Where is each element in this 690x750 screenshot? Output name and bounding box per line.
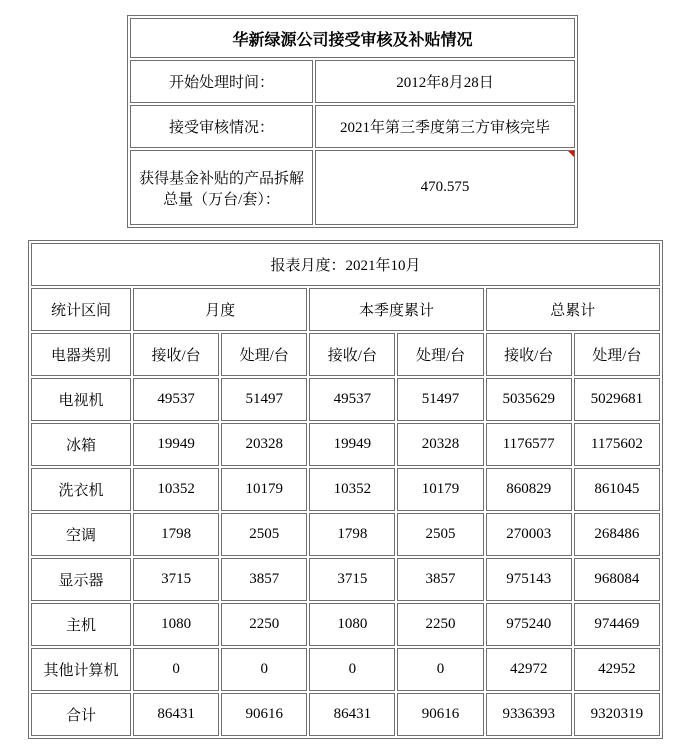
report-month-value: 2021年10月 — [345, 258, 421, 274]
sub-column-header: 处理/台 — [221, 333, 307, 376]
summary-table-title: 华新绿源公司接受审核及补贴情况 — [130, 18, 575, 58]
summary-table — [127, 15, 578, 228]
value-cell: 10352 — [309, 468, 395, 511]
report-month-row — [31, 243, 660, 286]
value-cell: 10179 — [221, 468, 307, 511]
summary-row-label: 获得基金补贴的产品拆解总量（万台/套）： — [130, 150, 313, 225]
value-cell: 860829 — [486, 468, 572, 511]
period-header-total: 总累计 — [486, 288, 660, 331]
category-cell: 冰箱 — [31, 423, 131, 466]
table-row — [31, 468, 660, 511]
value-cell: 0 — [309, 648, 395, 691]
subsidy-total-value: 470.575 — [420, 179, 470, 195]
period-header-quarter: 本季度累计 — [309, 288, 483, 331]
table-row — [31, 423, 660, 466]
report-month-cell — [31, 243, 660, 286]
value-cell: 3857 — [397, 558, 483, 601]
value-cell: 975240 — [486, 603, 572, 646]
value-cell: 19949 — [309, 423, 395, 466]
value-cell: 9336393 — [486, 693, 572, 736]
value-cell: 10352 — [133, 468, 219, 511]
value-cell: 49537 — [309, 378, 395, 421]
value-cell: 270003 — [486, 513, 572, 556]
value-cell: 9320319 — [574, 693, 660, 736]
period-header-col0: 统计区间 — [31, 288, 131, 331]
value-cell: 2250 — [397, 603, 483, 646]
table-row — [31, 603, 660, 646]
summary-row-label: 开始处理时间： — [130, 60, 313, 103]
sub-column-header: 处理/台 — [397, 333, 483, 376]
table-row-total — [31, 693, 660, 736]
value-cell: 5035629 — [486, 378, 572, 421]
value-cell: 51497 — [221, 378, 307, 421]
value-cell: 1080 — [133, 603, 219, 646]
value-cell: 10179 — [397, 468, 483, 511]
value-cell: 0 — [133, 648, 219, 691]
value-cell: 42952 — [574, 648, 660, 691]
value-cell: 1798 — [133, 513, 219, 556]
category-cell: 电视机 — [31, 378, 131, 421]
category-cell: 空调 — [31, 513, 131, 556]
summary-row — [130, 150, 575, 225]
value-cell: 2505 — [397, 513, 483, 556]
value-cell: 1080 — [309, 603, 395, 646]
table-row — [31, 378, 660, 421]
value-cell: 42972 — [486, 648, 572, 691]
summary-row-value: 2021年第三季度第三方审核完毕 — [315, 105, 575, 148]
value-cell: 0 — [221, 648, 307, 691]
category-header: 电器类别 — [31, 333, 131, 376]
value-cell: 90616 — [397, 693, 483, 736]
value-cell: 20328 — [397, 423, 483, 466]
summary-row-label: 接受审核情况： — [130, 105, 313, 148]
value-cell: 268486 — [574, 513, 660, 556]
value-cell: 975143 — [486, 558, 572, 601]
sub-column-header: 处理/台 — [574, 333, 660, 376]
value-cell: 1176577 — [486, 423, 572, 466]
summary-row-value — [315, 150, 575, 225]
category-cell: 洗衣机 — [31, 468, 131, 511]
value-cell: 19949 — [133, 423, 219, 466]
value-cell: 3715 — [309, 558, 395, 601]
value-cell: 86431 — [309, 693, 395, 736]
value-cell: 2505 — [221, 513, 307, 556]
value-cell: 86431 — [133, 693, 219, 736]
sub-column-header: 接收/台 — [309, 333, 395, 376]
value-cell: 3857 — [221, 558, 307, 601]
value-cell: 968084 — [574, 558, 660, 601]
table-row — [31, 558, 660, 601]
sub-column-header: 接收/台 — [133, 333, 219, 376]
report-month-label: 报表月度： — [270, 258, 346, 274]
value-cell: 5029681 — [574, 378, 660, 421]
value-cell: 861045 — [574, 468, 660, 511]
value-cell: 0 — [397, 648, 483, 691]
value-cell: 90616 — [221, 693, 307, 736]
category-cell: 其他计算机 — [31, 648, 131, 691]
value-cell: 20328 — [221, 423, 307, 466]
value-cell: 1798 — [309, 513, 395, 556]
category-cell: 合计 — [31, 693, 131, 736]
summary-row — [130, 60, 575, 103]
category-cell: 显示器 — [31, 558, 131, 601]
value-cell: 49537 — [133, 378, 219, 421]
category-cell: 主机 — [31, 603, 131, 646]
table-row — [31, 648, 660, 691]
summary-row — [130, 105, 575, 148]
summary-title-row — [130, 18, 575, 58]
value-cell: 3715 — [133, 558, 219, 601]
table-row — [31, 513, 660, 556]
comment-marker-icon — [568, 151, 574, 157]
value-cell: 2250 — [221, 603, 307, 646]
column-header-row — [31, 333, 660, 376]
period-header-month: 月度 — [133, 288, 307, 331]
report-table — [28, 240, 663, 739]
value-cell: 1175602 — [574, 423, 660, 466]
period-header-row — [31, 288, 660, 331]
sub-column-header: 接收/台 — [486, 333, 572, 376]
value-cell: 51497 — [397, 378, 483, 421]
value-cell: 974469 — [574, 603, 660, 646]
summary-row-value: 2012年8月28日 — [315, 60, 575, 103]
